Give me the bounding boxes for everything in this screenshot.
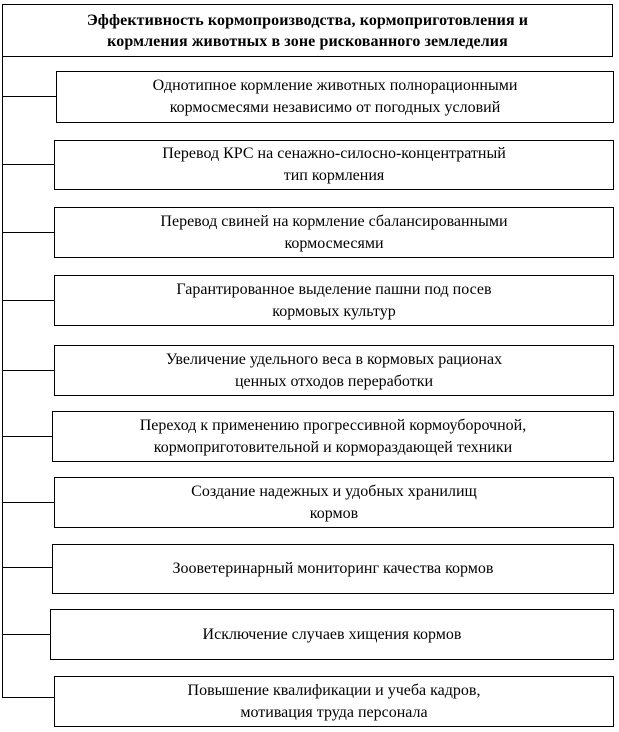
connector-branch-3: [2, 232, 54, 233]
connector-branch-8: [2, 567, 52, 568]
factor-box-4-line-2: кормовых культур: [272, 302, 396, 320]
factor-box-9: [50, 609, 614, 660]
factor-box-1-line-2: кормосмесями независимо от погодных условий: [169, 99, 501, 116]
factor-box-7-line-2: кормов: [309, 504, 359, 522]
connector-branch-5: [2, 370, 54, 371]
connector-trunk: [2, 57, 3, 698]
connector-branch-7: [2, 502, 54, 503]
factor-box-2: [54, 140, 614, 190]
factor-box-6: [52, 411, 614, 462]
connector-branch-10: [2, 697, 54, 698]
factor-box-3-line-2: кормосмесями: [284, 234, 384, 252]
diagram-title-box: [2, 4, 613, 57]
factor-box-2-line-2: тип кормления: [283, 167, 385, 184]
connector-branch-2: [2, 164, 54, 165]
factor-box-5: [54, 345, 614, 396]
factor-box-7: [54, 477, 614, 528]
factor-box-5-line-1: Увеличение удельного веса в кормовых рационах: [165, 350, 503, 368]
factor-box-6-line-1: Переход к применению прогрессивной кормоуборочной,: [139, 416, 527, 434]
factor-box-10-line-2: мотивация труда персонала: [240, 703, 428, 721]
factor-box-5-line-2: ценных отходов переработки: [234, 372, 434, 390]
factor-box-7-line-1: Создание надежных и удобных хранилищ: [191, 482, 477, 500]
connector-branch-6: [2, 436, 52, 437]
connector-branch-4: [2, 300, 54, 301]
factor-box-4-line-1: Гарантированное выделение пашни под посев: [176, 280, 492, 298]
factor-box-2-line-1: Перевод КРС на сенажно-силосно-концентратный: [162, 145, 506, 162]
factor-box-1: [56, 71, 614, 123]
factor-box-8: [52, 544, 614, 594]
factor-box-1-line-1: Однотипное кормление животных полнорационными: [152, 77, 518, 94]
factor-box-10: [54, 676, 614, 727]
factor-box-3: [54, 207, 614, 258]
connector-branch-9: [2, 634, 50, 635]
factor-box-9-line-1: Исключение случаев хищения кормов: [202, 625, 462, 643]
factor-box-3-line-1: Перевод свиней на кормление сбалансированными: [160, 212, 508, 230]
factor-box-4: [54, 275, 614, 326]
factor-box-8-line-1: Зооветеринарный мониторинг качества кормов: [172, 560, 494, 577]
diagram-title-line-2: кормления животных в зоне рискованного земледелия: [107, 32, 508, 50]
diagram-title: [87, 10, 528, 52]
diagram-title-line-1: Эффективность кормопроизводства, кормоприготовления и: [86, 11, 529, 29]
factor-box-6-line-2: кормоприготовительной и кормораздающей техники: [153, 438, 513, 456]
connector-branch-1: [2, 96, 56, 97]
factor-box-10-line-1: Повышение квалификации и учеба кадров,: [187, 681, 481, 699]
